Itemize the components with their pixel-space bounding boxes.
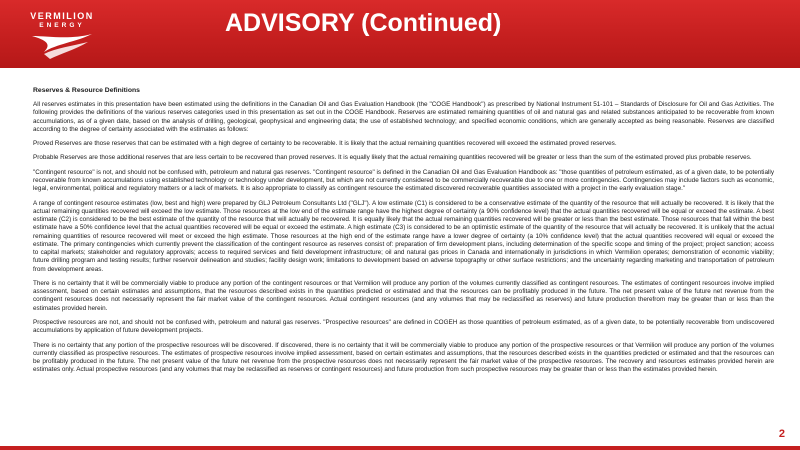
paragraph-prospective-certainty: There is no certainty that any portion of the prospective resources will be discovered. If discovered, there is no certainty that it will be commercially viable to produce any portion of the prospective resources or that Vermilion will produce any portion of the volumes currently classified as prospective resources. The estimates of prospective resources involve implied assessment, based on certain estimates and assumptions, that the resources described exists in the quantities predicted or estimated and that the resources can be profitably produced in the future. The net present value of the future net revenue from the prospective resources does not necessarily represent the fair market value of the prospective resources. The recovery and resources estimates provided herein are estimates only. Actual prospective resources (and any volumes that may be reclassified as reserves or contingent resources) and future production from such prospective resources may be greater than or less than the estimates provided herein. [33, 341, 774, 374]
section-heading: Reserves & Resource Definitions [33, 87, 140, 94]
logo-swoosh-icon [30, 32, 94, 60]
paragraph-contingent-estimates: A range of contingent resource estimates (low, best and high) were prepared by GLJ Petroleum Consultants Ltd ("GLJ"). A low estimate (C1) is considered to be a conservative estimate of the quantity of the resource that will actually be recovered. It is likely that the actual remaining quantities recovered will exceed the low estimate. Those resources at the low end of the estimate range have the highest degree of certainty (a 90% confidence level) that the actual quantities recovered will be equal or exceed the estimate. A best estimate (C2) is considered to be the best estimate of the quantity of the resource that will actually be recovered. It is equally likely that the actual remaining quantities recovered will be greater or less than the best estimate. Those resources that fall within the best estimate have a 50% confidence level that the actual quantities recovered will be equal or exceed the estimate. A high estimate (C3) is considered to be an optimistic estimate of the quantity of the resource that will actually be recovered. It is unlikely that the actual remaining quantities of resource recovered will meet or exceed the high estimate. Those resources at the high end of the estimate range have a lower degree of certainty (a 10% confidence level) that the actual quantities recovered will equal or exceed the estimate. The primary contingencies which currently prevent the classification of the contingent resource as reserves consist of: preparation of firm development plans, including determination of the specific scope and timing of the project; project sanction; access to capital markets; stakeholder and regulatory approvals; access to required services and field development infrastructure; oil and natural gas prices in Canada and internationally in jurisdictions in which Vermilion operates; demonstration of economic viability; future drilling program and testing results; further reservoir delineation and studies; facility design work; limitations to development based on adverse topography or other surface restrictions; and the uncertainty regarding marketing and transportation of petroleum from development areas. [33, 199, 774, 273]
paragraph-contingent-certainty: There is no certainty that it will be commercially viable to produce any portion of the contingent resources or that Vermilion will produce any portion of the volumes currently classified as contingent resources. The estimates of contingent resources involve implied assessment, based on certain estimates and assumptions, that the resources described exists in the quantities predicted or estimated and that the resources can be profitably produced in the future. The net present value of the future net revenue from the contingent resources does not necessarily represent the fair market value of the contingent resources. Actual contingent resources (and any volumes that may be reclassified as reserves) and future production therefrom may be greater than or less than the estimates provided herein. [33, 279, 774, 312]
page-number: 2 [778, 428, 785, 440]
logo-text-bottom: ENERGY [39, 22, 85, 29]
paragraph-probable-reserves: Probable Reserves are those additional reserves that are less certain to be recovered than proved reserves. It is equally likely that the actual remaining quantities recovered will be greater or less than the sum of the estimated proved plus probable reserves. [33, 154, 752, 162]
paragraph-prospective-resources-definition: Prospective resources are not, and should not be confused with, petroleum and natural gas reserves. "Prospective resources" are defined in COGEH as those quantities of petroleum estimated, as of a given date, to be potentially recoverable from undiscovered accumulations by application of future development projects. [33, 319, 774, 335]
footer-bar [0, 446, 800, 450]
paragraph-contingent-resource-definition: "Contingent resource" is not, and should not be confused with, petroleum and natural gas reserves. "Contingent resource" is defined in the Canadian Oil and Gas Evaluation Handbook as: "those quantities of petroleum estimated, as of a given date, to be potentially recoverable from known accumulations using established technology or technology under development, but which are not currently considered to be commercially recoverable due to one or more contingencies. Contingencies may include factors such as economic, legal, environmental, political and regulatory matters or a lack of markets. It is also appropriate to classify as contingent resource the estimated discovered recoverable quantities associated with a project in the early evaluation stage." [33, 168, 774, 193]
paragraph-proved-reserves: Proved Reserves are those reserves that can be estimated with a high degree of certainty to be recoverable. It is likely that the actual remaining quantities recovered will exceed the estimated proved reserves. [33, 140, 617, 148]
advisory-content [33, 87, 774, 381]
page-title: ADVISORY (Continued) [225, 9, 502, 37]
paragraph-reserves-intro: All reserves estimates in this presentation have been estimated using the definitions in the Canadian Oil and Gas Evaluation Handbook (the "COGE Handbook") as prescribed by National Instrument 51-101 – Standards of Disclosure for Oil and Gas Activities. The following provides the definitions of the various reserves categories used in this presentation as set out in the COGE Handbook. Reserves are estimated remaining quantities of oil and natural gas and related substances anticipated to be recoverable from known accumulations, as of a given date, based on the analysis of drilling, geological, geophysical and engineering data; the use of established technology; and specified economic conditions, which are generally accepted as being reasonable. Reserves are classified according to the degree of certainty associated with the estimates as follows: [33, 101, 774, 133]
logo-text-top: VERMILION [30, 11, 94, 21]
vermilion-logo [12, 6, 112, 64]
header-bar [0, 0, 800, 68]
